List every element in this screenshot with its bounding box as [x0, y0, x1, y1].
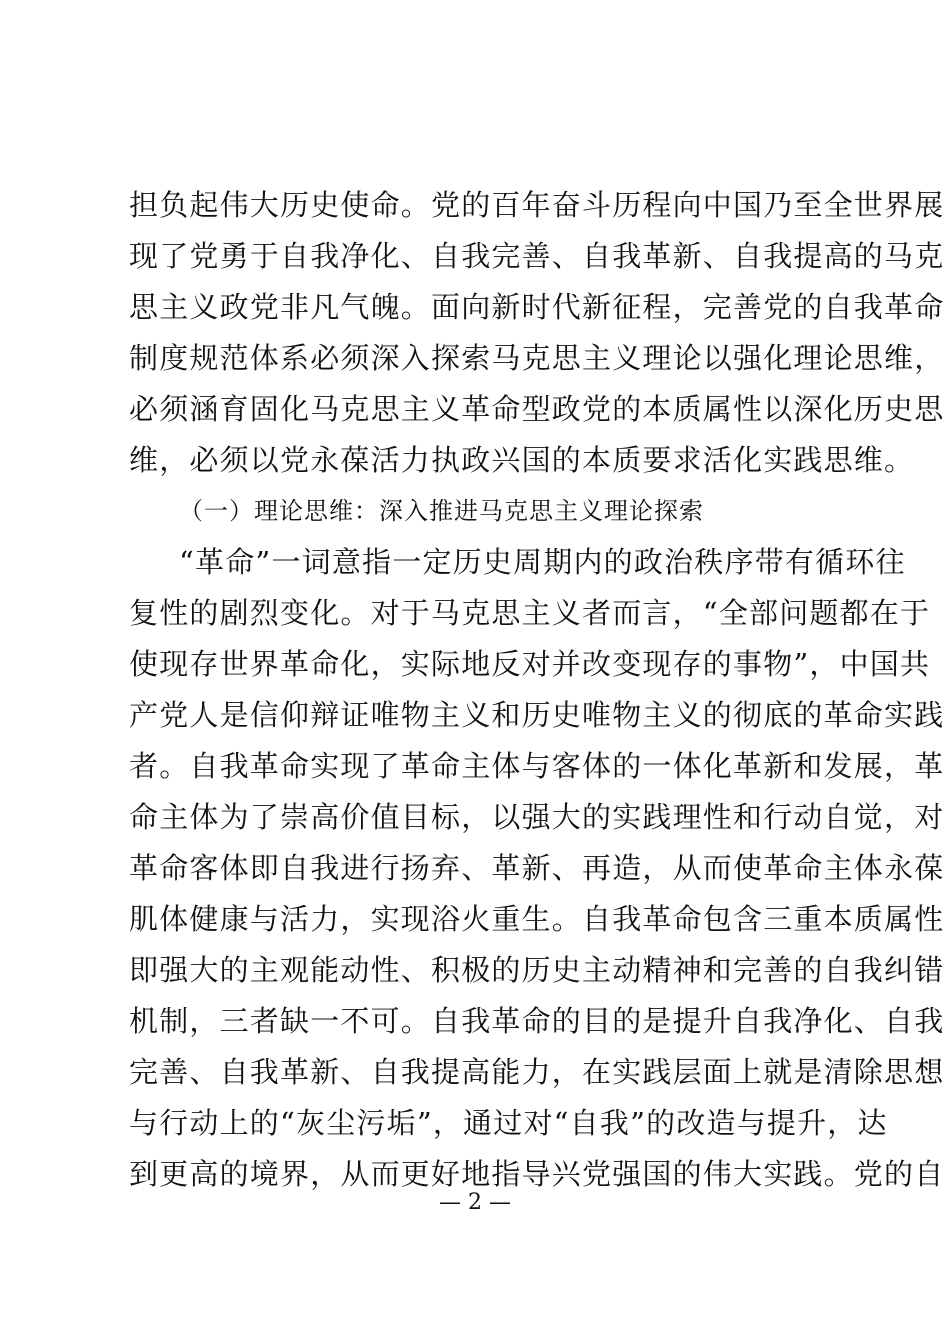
text-line-4: 制度规范体系必须深入探索马克思主义理论以强化理论思维， — [129, 341, 945, 375]
text-line-12: 者。自我革命实现了革命主体与客体的一体化革新和发展，革 — [129, 749, 945, 783]
text-line-19: 与行动上的“灰尘污垢”，通过对“自我”的改造与提升，达 — [129, 1106, 888, 1140]
text-line-5: 必须涵育固化马克思主义革命型政党的本质属性以深化历史思 — [129, 392, 945, 426]
text-line-20: 到更高的境界，从而更好地指导兴党强国的伟大实践。党的自 — [129, 1157, 945, 1191]
section-heading: （一）理论思维：深入推进马克思主义理论探索 — [179, 497, 704, 525]
page-number: — 2 — — [439, 1190, 511, 1215]
text-line-1: 担负起伟大历史使命。党的百年奋斗历程向中国乃至全世界展 — [129, 188, 945, 222]
text-line-9: 复性的剧烈变化。对于马克思主义者而言，“全部问题都在于 — [129, 596, 931, 630]
text-line-11: 产党人是信仰辩证唯物主义和历史唯物主义的彻底的革命实践 — [129, 698, 945, 732]
text-line-17: 机制，三者缺一不可。自我革命的目的是提升自我净化、自我 — [129, 1004, 945, 1038]
text-line-8: “革命”一词意指一定历史周期内的政治秩序带有循环往 — [179, 545, 906, 579]
text-line-13: 命主体为了崇高价值目标，以强大的实践理性和行动自觉，对 — [129, 800, 945, 834]
text-line-14: 革命客体即自我进行扬弃、革新、再造，从而使革命主体永葆 — [129, 851, 945, 885]
text-line-16: 即强大的主观能动性、积极的历史主动精神和完善的自我纠错 — [129, 953, 945, 987]
text-line-2: 现了党勇于自我净化、自我完善、自我革新、自我提高的马克 — [129, 239, 945, 273]
text-line-15: 肌体健康与活力，实现浴火重生。自我革命包含三重本质属性 — [129, 902, 945, 936]
text-line-6: 维，必须以党永葆活力执政兴国的本质要求活化实践思维。 — [129, 443, 915, 477]
text-line-3: 思主义政党非凡气魄。面向新时代新征程，完善党的自我革命 — [129, 290, 945, 324]
text-line-18: 完善、自我革新、自我提高能力，在实践层面上就是清除思想 — [129, 1055, 945, 1089]
text-line-10: 使现存世界革命化，实际地反对并改变现存的事物”，中国共 — [129, 647, 931, 681]
